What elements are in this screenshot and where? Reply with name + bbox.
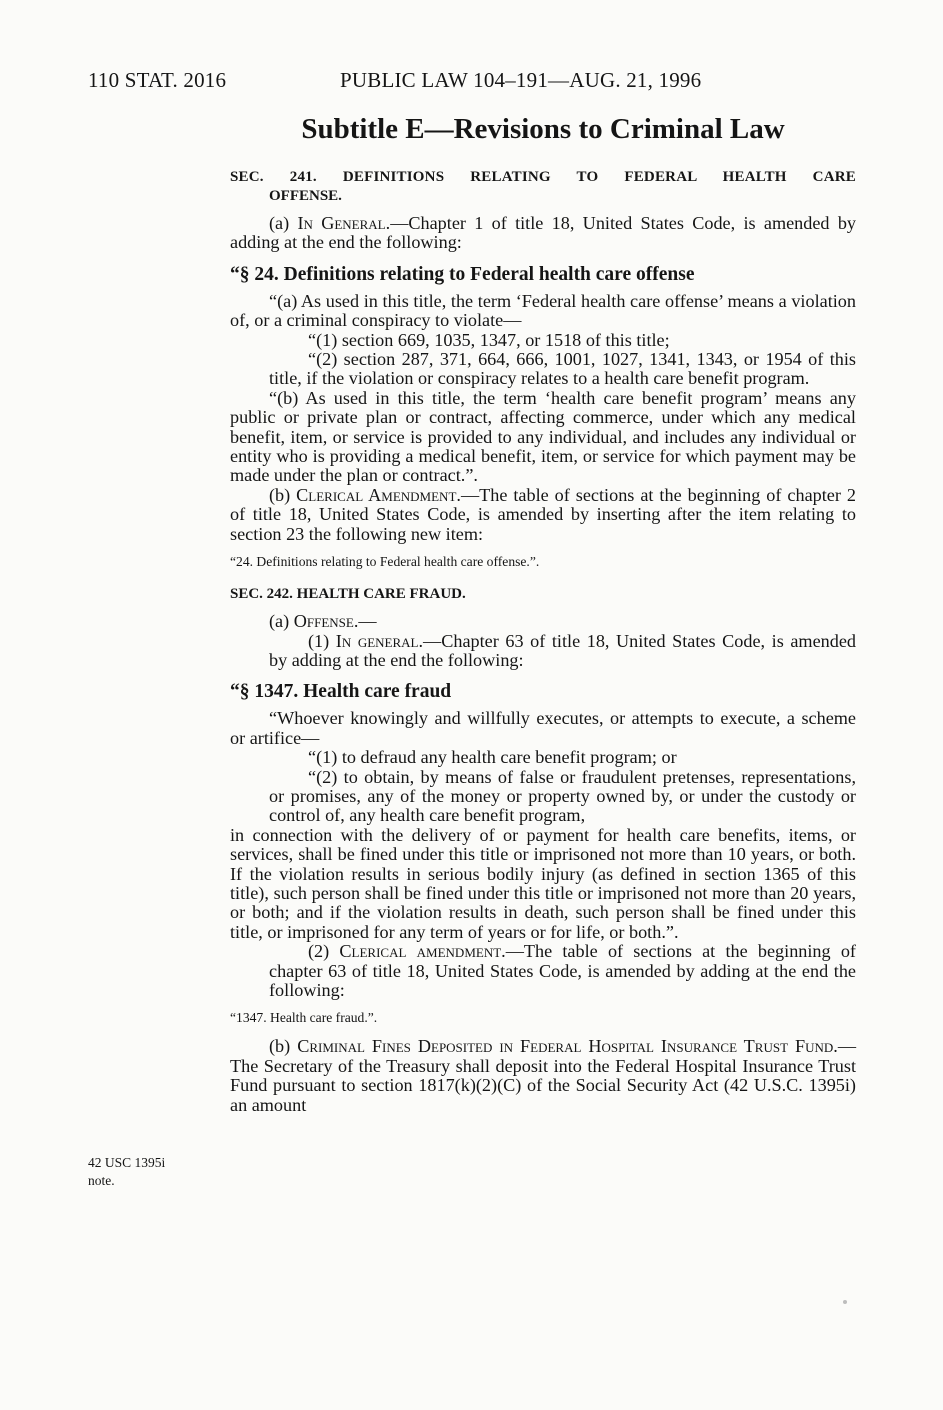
section-1347-para-1: “(1) to defraud any health care benefit program; or (308, 747, 677, 768)
margin-note-label: note. (88, 1173, 115, 1188)
page-reference: 110 STAT. 2016 (88, 68, 227, 92)
section-24-para-a1: “(1) section 669, 1035, 1347, or 1518 of this title; (308, 329, 670, 350)
table-of-sections-item: “24. Definitions relating to Federal health care offense.”. (230, 554, 540, 570)
section-1347-flush-text: in connection with the delivery of or payment for health care benefits, items, or services, shall be fined under this title or imprisoned not more than 10 years, or both. If the violation results in serious bodily injury (as defined in section 1365 of this title), such person shall be fined under this title or imprisoned not more than 20 years, or both; and if the violation results in death, such person shall be fined under this title, or imprisoned for any term of years or for life, or both.”. (230, 824, 856, 942)
scan-speck (843, 1300, 847, 1304)
margin-note-citation: 42 USC 1395i (88, 1155, 166, 1170)
section-1347-para-2: “(2) to obtain, by means of false or fraudulent pretenses, representations, or promises, any of the money or property owned by, or under the custody or control of, any health care benefit program, (269, 766, 856, 826)
sec-242-paragraph-a1: (1) In general.—Chapter 63 of title 18, United States Code, is amended by adding at the end the following: (269, 630, 856, 670)
sec-241-heading: SEC. 241. DEFINITIONS RELATING TO FEDERAL HEALTH CARE (230, 169, 856, 185)
paragraph-caption: Clerical amendment (339, 941, 502, 962)
paragraph-caption: In general (335, 630, 419, 651)
section-1347-intro: “Whoever knowingly and willfully executes, or attempts to execute, a scheme or artifice— (230, 708, 856, 748)
subsection-caption: Criminal Fines Deposited in Federal Hospital Insurance Trust Fund (297, 1036, 834, 1057)
section-1347-heading: “§ 1347. Health care fraud (230, 681, 452, 703)
sec-242-subsection-b: (b) Criminal Fines Deposited in Federal Hospital Insurance Trust Fund.—The Secretary of the Treasury shall deposit into the Federal Hospital Insurance Trust Fund pursuant to section 1817(k)(2)(C) of the Social Security Act (42 U.S.C. 1395i) an amount (230, 1036, 856, 1115)
sec-242-subsection-a: (a) Offense.— (269, 611, 377, 632)
subsection-caption: Clerical Amendment (296, 484, 457, 505)
section-24-para-b: “(b) As used in this title, the term ‘health care benefit program’ means any public or private plan or contract, affecting commerce, under which any medical benefit, item, or service is provided to any individual, and includes any individual or entity who is providing a medical benefit, item, or service for which payment may be made under the plan or contract.”. (230, 387, 856, 486)
section-24-para-a2: “(2) section 287, 371, 664, 666, 1001, 1027, 1341, 1343, or 1954 of this title, if the violation or conspiracy relates to a health care benefit program. (269, 349, 856, 389)
sec-241-subsection-b: (b) Clerical Amendment.—The table of sections at the beginning of chapter 2 of title 18, United States Code, is amended by inserting after the item relating to section 23 the following new item: (230, 484, 856, 544)
subsection-caption: In General (297, 213, 386, 233)
public-law-reference: PUBLIC LAW 104–191—AUG. 21, 1996 (340, 68, 702, 92)
section-24-heading: “§ 24. Definitions relating to Federal health care offense (230, 263, 695, 285)
subsection-caption: Offense (293, 611, 354, 632)
sec-241-heading-continued: OFFENSE. (269, 188, 342, 204)
table-of-sections-item: “1347. Health care fraud.”. (230, 1010, 378, 1026)
sec-242-heading: SEC. 242. HEALTH CARE FRAUD. (230, 586, 466, 603)
sec-242-paragraph-a2: (2) Clerical amendment.—The table of sections at the beginning of chapter 63 of title 18, United States Code, is amended by adding at the end the following: (269, 941, 856, 1000)
text-column (230, 168, 856, 1115)
subtitle-heading: Subtitle E—Revisions to Criminal Law (301, 113, 785, 145)
margin-note (88, 1154, 165, 1190)
sec-241-subsection-a: (a) In General.—Chapter 1 of title 18, United States Code, is amended by adding at the end the following: (230, 213, 857, 253)
section-24-para-a: “(a) As used in this title, the term ‘Federal health care offense’ means a violation of, or a criminal conspiracy to violate— (230, 290, 856, 331)
